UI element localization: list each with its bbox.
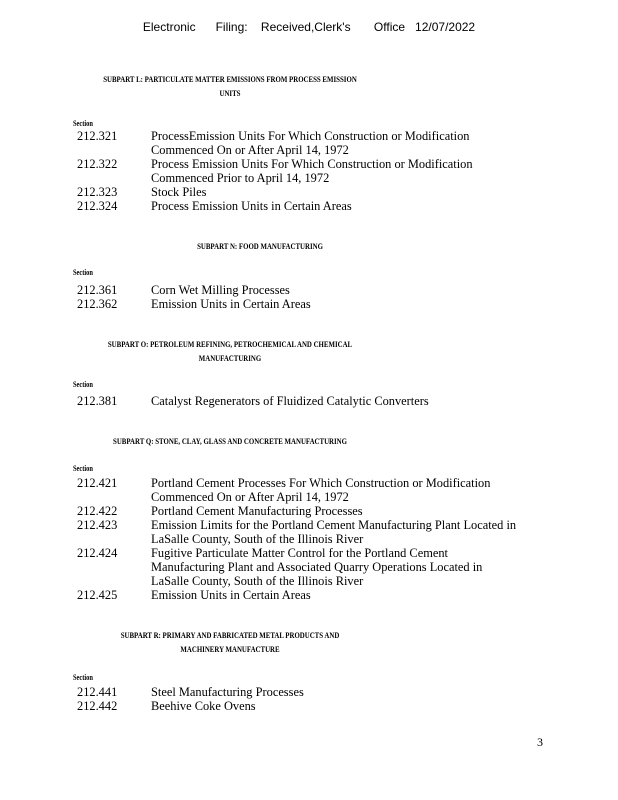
section-title-line: Fugitive Particulate Matter Control for the Portland Cement <box>151 546 448 560</box>
section-title <box>151 699 523 713</box>
section-title-line: Catalyst Regenerators of Fluidized Catalytic Converters <box>151 394 429 408</box>
section-number: 212.321 <box>77 129 118 143</box>
section-title <box>151 297 523 311</box>
section-title-line: Commenced On or After April 14, 1972 <box>151 490 349 504</box>
section-title <box>151 588 523 602</box>
section-number: 212.381 <box>77 394 118 408</box>
section-title <box>151 685 523 699</box>
section-title <box>151 518 523 546</box>
subpart-heading-line: SUBPART L: PARTICULATE MATTER EMISSIONS FROM PROCESS EMISSION <box>103 75 357 84</box>
section-title-line: Portland Cement Processes For Which Construction or Modification <box>151 476 491 490</box>
section-title-line: Commenced On or After April 14, 1972 <box>151 143 349 157</box>
section-title <box>151 476 523 504</box>
section-title-line: Portland Cement Manufacturing Processes <box>151 504 363 518</box>
subpart-heading <box>74 73 386 101</box>
subpart-heading <box>74 435 386 449</box>
section-column-label: Section <box>73 673 93 682</box>
subpart-heading-line: MACHINERY MANUFACTURE <box>180 645 280 654</box>
subpart-heading <box>74 629 386 657</box>
subpart-heading-line: SUBPART Q: STONE, CLAY, GLASS AND CONCRETE MANUFACTURING <box>112 437 347 446</box>
subpart-heading-line: SUBPART O: PETROLEUM REFINING, PETROCHEMICAL AND CHEMICAL <box>107 340 353 349</box>
section-title <box>151 199 523 213</box>
section-column-label: Section <box>73 268 93 277</box>
section-title-line: Beehive Coke Ovens <box>151 699 256 713</box>
section-number: 212.424 <box>77 546 118 560</box>
section-title-line: Emission Limits for the Portland Cement Manufacturing Plant Located in <box>151 518 517 532</box>
section-title-line: Steel Manufacturing Processes <box>151 685 304 699</box>
section-title <box>151 129 523 157</box>
section-title-line: ProcessEmission Units For Which Construction or Modification <box>151 129 470 143</box>
section-title-line: Process Emission Units in Certain Areas <box>151 199 352 213</box>
subpart-heading-line: MANUFACTURING <box>198 354 262 363</box>
section-title <box>151 546 523 588</box>
section-title-line: Stock Piles <box>151 185 207 199</box>
section-title-line: Commenced Prior to April 14, 1972 <box>151 171 330 185</box>
section-title-line: Emission Units in Certain Areas <box>151 297 311 311</box>
section-number: 212.362 <box>77 297 118 311</box>
subpart-heading-line: UNITS <box>219 89 241 98</box>
section-title <box>151 157 523 185</box>
section-title-line: LaSalle County, South of the Illinois River <box>151 574 364 588</box>
section-number: 212.323 <box>77 185 118 199</box>
section-number: 212.442 <box>77 699 118 713</box>
subpart-heading-line: SUBPART N: FOOD MANUFACTURING <box>197 242 323 251</box>
section-number: 212.441 <box>77 685 118 699</box>
section-number: 212.425 <box>77 588 118 602</box>
section-column-label: Section <box>73 119 93 128</box>
section-title <box>151 283 523 297</box>
section-number: 212.422 <box>77 504 118 518</box>
section-number: 212.322 <box>77 157 118 171</box>
section-title-line: LaSalle County, South of the Illinois River <box>151 532 364 546</box>
section-title-line: Corn Wet Milling Processes <box>151 283 290 297</box>
section-number: 212.421 <box>77 476 118 490</box>
section-number: 212.361 <box>77 283 118 297</box>
section-column-label: Section <box>73 380 93 389</box>
section-title <box>151 504 523 518</box>
filing-stamp-header: Electronic Filing: Received,Clerk's Office 12/07/2022 <box>142 20 476 34</box>
section-title-line: Emission Units in Certain Areas <box>151 588 311 602</box>
subpart-heading <box>129 240 391 254</box>
section-title <box>151 394 523 408</box>
section-title-line: Manufacturing Plant and Associated Quarry Operations Located in <box>151 560 483 574</box>
section-number: 212.324 <box>77 199 118 213</box>
subpart-heading <box>74 338 386 366</box>
subpart-heading-line: SUBPART R: PRIMARY AND FABRICATED METAL PRODUCTS AND <box>120 631 340 640</box>
section-title-line: Process Emission Units For Which Construction or Modification <box>151 157 473 171</box>
section-title <box>151 185 523 199</box>
page-number: 3 <box>537 735 543 749</box>
section-column-label: Section <box>73 464 93 473</box>
section-number: 212.423 <box>77 518 118 532</box>
